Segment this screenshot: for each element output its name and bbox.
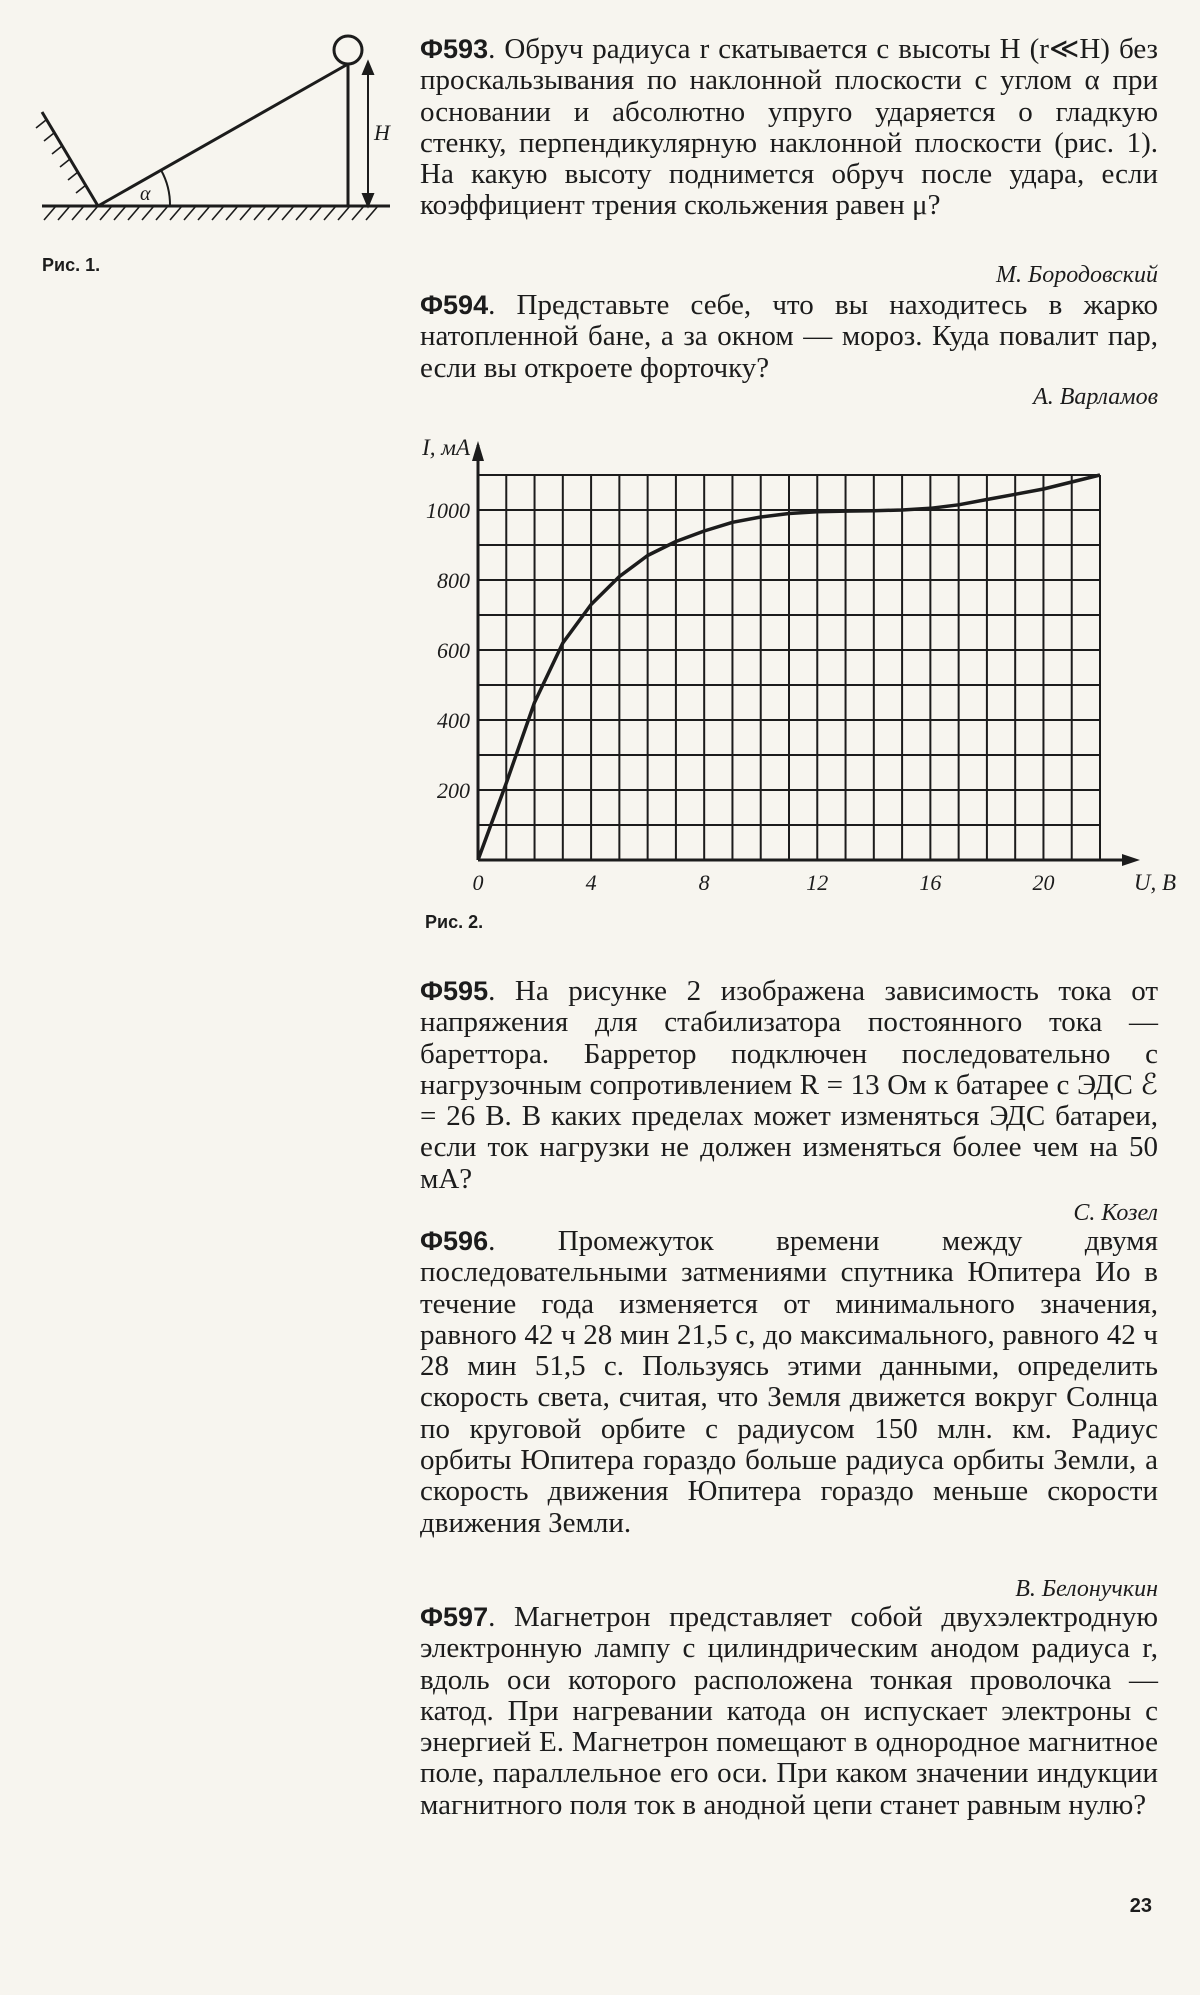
y-tick-label: 400 [437,708,470,733]
x-tick-label: 12 [806,870,829,895]
alpha-label: α [140,183,151,205]
x-tick-label: 16 [919,870,942,895]
problem-text: . Магнетрон представляет собой двухэлектродную электронную лампу с цилиндрическим анодом радиуса r, вдоль оси которого расположена тонкая проволочка — катод. При нагревании катода он испускает электроны с энергией E. Магнетрон помещают в однородное магнитное поле, параллельное его оси. При каком значении индукции магнитного поля ток в анодной цепи станет равным нулю? [420,1601,1158,1821]
figure-2-chart [400,420,1180,910]
wall-hatching [36,120,86,193]
problem-number: Ф597 [420,1602,489,1632]
figure-2-caption: Рис. 2. [425,912,484,932]
y-tick-label: 600 [437,638,470,663]
y-tick-label: 1000 [426,498,470,523]
problem-text: . Обруч радиуса r скатывается с высоты H (r≪H) без проскальзывания по наклонной плоскости с углом α при основании и абсолютно упруго ударяется о гладкую стенку, перпендикулярную наклонной плоскости (рис. 1). На какую высоту поднимется обруч после удара, если коэффициент трения скольжения равен μ? [420,33,1158,222]
problem-f596-author: В. Белонучкин [1015,1576,1158,1602]
problem-text: . Представьте себе, что вы находитесь в жарко натопленной бане, а за окном — мороз. Куда повалит пар, если вы откроете форточку? [420,289,1158,384]
height-label: H [374,120,390,145]
page-number: 23 [1129,1895,1152,1917]
x-tick-label: 8 [698,870,710,895]
problem-f597 [420,1602,1158,1821]
problem-number: Ф596 [420,1226,489,1256]
x-axis-arrow [1122,854,1140,866]
x-tick-label: 0 [472,870,484,895]
problem-number: Ф595 [420,976,489,1006]
problem-f595 [420,976,1158,1195]
height-arrow [363,62,373,206]
problem-number: Ф594 [420,290,489,320]
problem-text: . Промежуток времени между двумя последовательными затмениями спутника Юпитера Ио в течение года изменяется от минимального значения, равного 42 ч 28 мин 21,5 с, до максимального, равного 42 ч 28 мин 51,5 с. Пользуясь этими данными, определить скорость света, считая, что Земля движется вокруг Солнца по круговой орбите с радиусом 150 млн. км. Радиус орбиты Юпитера гораздо больше радиуса орбиты Земли, а скорость движения Юпитера гораздо меньше скорости движения Земли. [420,1225,1158,1539]
problem-f593 [420,34,1158,222]
problem-f594-author: А. Варламов [1033,384,1158,410]
figure-1-caption: Рис. 1. [42,255,101,275]
problem-f595-author: С. Козел [1073,1200,1158,1226]
x-tick-label: 20 [1032,870,1055,895]
y-tick-label: 800 [437,568,470,593]
y-axis-arrow [472,441,484,461]
y-axis-label: I, мА [422,435,470,460]
problem-f596 [420,1226,1158,1539]
problem-f594 [420,290,1158,384]
x-tick-label: 4 [585,870,597,895]
x-axis-label: U, В [1133,870,1177,895]
angle-arc [161,170,170,206]
ground-hatching [44,206,378,220]
problem-number: Ф593 [420,34,489,64]
problem-text: . На рисунке 2 изображена зависимость тока от напряжения для стабилизатора постоянного тока — бареттора. Барретор подключен последовательно с нагрузочным сопротивлением R = 13 Ом к батарее с ЭДС ℰ = 26 В. В каких пределах может изменяться ЭДС батареи, если ток нагрузки не должен изменяться более чем на 50 мА? [420,975,1158,1195]
hoop [334,36,362,64]
y-tick-label: 200 [437,778,470,803]
figure-1 [30,28,400,238]
problem-f593-author: М. Бородовский [996,262,1158,288]
inclined-plane [98,64,348,206]
